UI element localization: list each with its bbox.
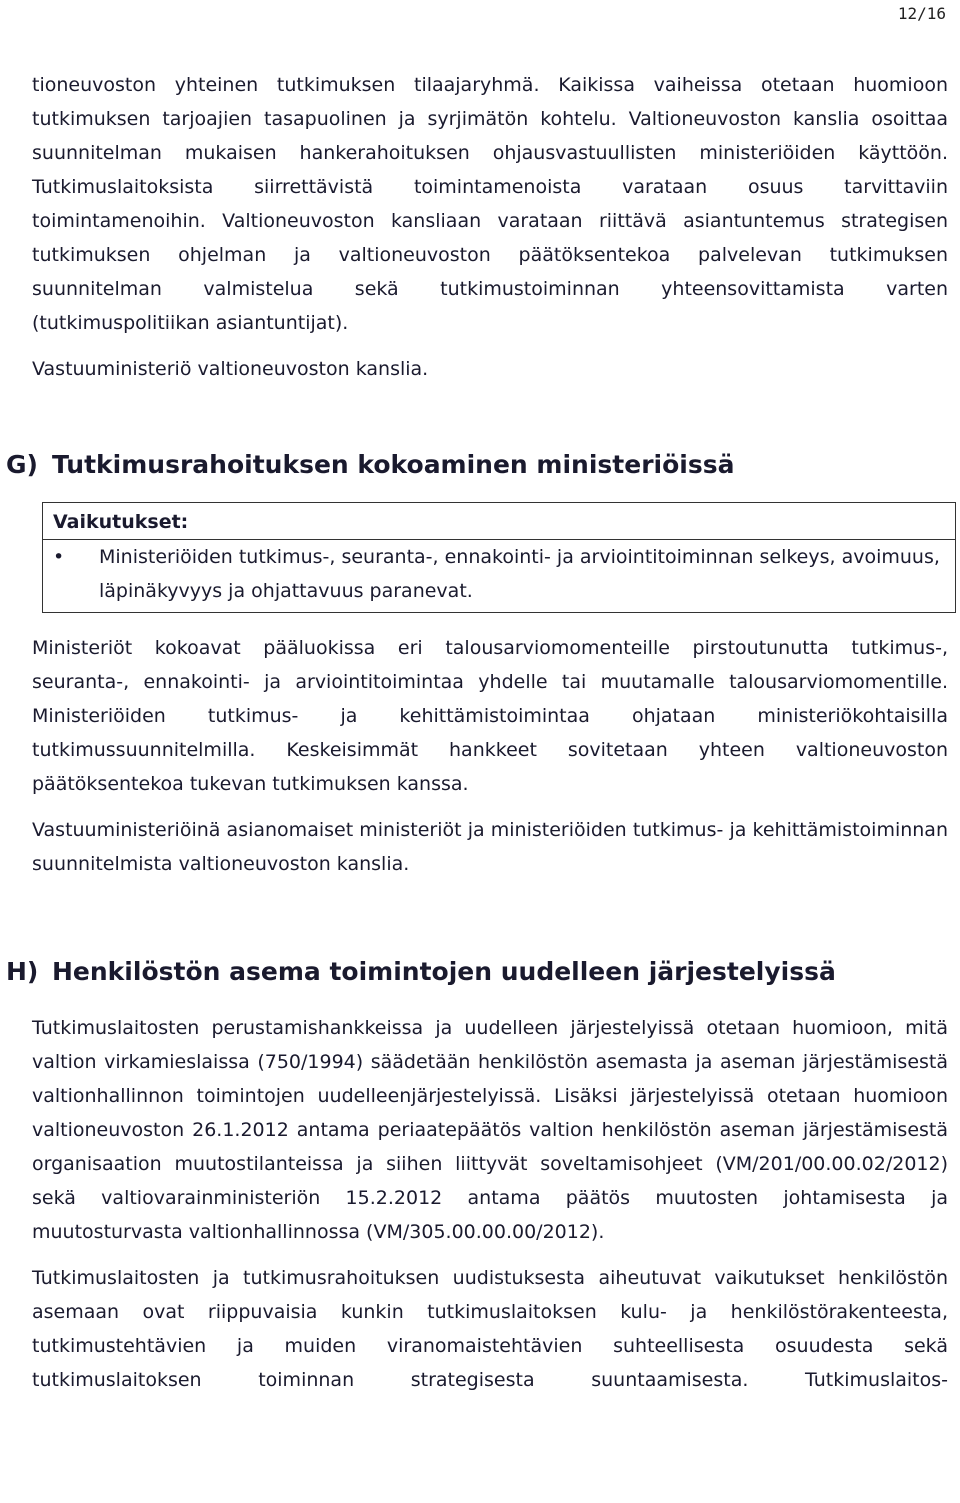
- section-g-letter: G): [6, 450, 38, 479]
- paragraph-top-1: tioneuvoston yhteinen tutkimuksen tilaajaryhmä. Kaikissa vaiheissa otetaan huomioon tutkimuksen tarjoajien tasapuolinen ja syrjimätön kohtelu. Valtioneuvoston kanslia osoittaa suunnitelman mukaisen hankerahoituksen ohjausvastuullisten ministeriöiden käyttöön. Tutkimuslaitoksista siirrettävistä toimintamenoista varataan osuus tarvittaviin toimintamenoihin. Valtioneuvoston kansliaan varataan riittävä asiantuntemus strategisen tutkimuksen ohjelman ja valtioneuvoston päätöksentekoa palvelevan tutkimuksen suunnitelman valmistelua sekä tutkimustoiminnan yhteensovittamista varten (tutkimuspolitiikan asiantuntijat).: [32, 74, 948, 334]
- effects-box-title: Vaikutukset:: [53, 511, 189, 533]
- section-g-title: Tutkimusrahoituksen kokoaminen ministeriöissä: [52, 450, 735, 479]
- section-h-paragraph-1: Tutkimuslaitosten perustamishankkeissa ja uudelleen järjestelyissä otetaan huomioon, mitä valtion virkamieslaissa (750/1994) säädetään henkilöstön asemasta ja aseman järjestämisestä valtionhallinnon toimintojen uudelleenjärjestelyissä. Lisäksi järjestelyissä otetaan huomioon valtioneuvoston 26.1.2012 antama periaatepäätös valtion henkilöstön aseman järjestämisestä organisaation muutostilanteissa ja siihen liittyvät soveltamisohjeet (VM/201/00.00.02/2012) sekä valtiovarainministeriön 15.2.2012 antama päätös muutosten johtamisesta ja muutosturvasta valtionhallinnossa (VM/305.00.00.00/2012).: [32, 1017, 948, 1243]
- section-h-letter: H): [6, 957, 39, 986]
- section-g-heading: [6, 448, 922, 482]
- effects-bullet-text: Ministeriöiden tutkimus-, seuranta-, ennakointi- ja arviointitoiminnan selkeys, avoimuus, läpinäkyvyys ja ohjattavuus paranevat.: [99, 546, 940, 602]
- section-h-heading: [6, 955, 922, 989]
- section-h-paragraph-2: Tutkimuslaitosten ja tutkimusrahoituksen uudistuksesta aiheutuvat vaikutukset henkilöstön asemaan ovat riippuvaisia kunkin tutkimuslaitoksen kulu- ja henkilöstörakenteesta, tutkimustehtävien ja muiden viranomaistehtävien suhteellisesta osuudesta sekä tutkimuslaitoksen toiminnan strategisesta suuntaamisesta. Tutkimuslaitos-: [32, 1267, 948, 1391]
- effects-box: [42, 502, 956, 613]
- section-g-paragraph-2: Vastuuministeriöinä asianomaiset ministeriöt ja ministeriöiden tutkimus- ja kehittämistoiminnan suunnitelmista valtioneuvoston kanslia.: [32, 819, 948, 875]
- effects-bullet-item: [43, 539, 955, 608]
- page-number: 12/16: [897, 4, 946, 23]
- section-g-paragraph-1: Ministeriöt kokoavat pääluokissa eri talousarviomomenteille pirstoutunutta tutkimus-, seuranta-, ennakointi- ja arviointitoimintaa yhdelle tai muutamalle talousarviomomentille. Ministeriöiden tutkimus- ja kehittämistoimintaa ohjataan ministeriökohtaisilla tutkimussuunnitelmilla. Keskeisimmät hankkeet sovitetaan yhteen valtioneuvoston päätöksentekoa tukevan tutkimuksen kanssa.: [32, 637, 948, 795]
- bullet-icon: •: [53, 546, 65, 568]
- paragraph-top-2: Vastuuministeriö valtioneuvoston kanslia.: [32, 358, 429, 380]
- document-body: [6, 68, 948, 1397]
- section-h-title: Henkilöstön asema toimintojen uudelleen järjestelyissä: [52, 957, 836, 986]
